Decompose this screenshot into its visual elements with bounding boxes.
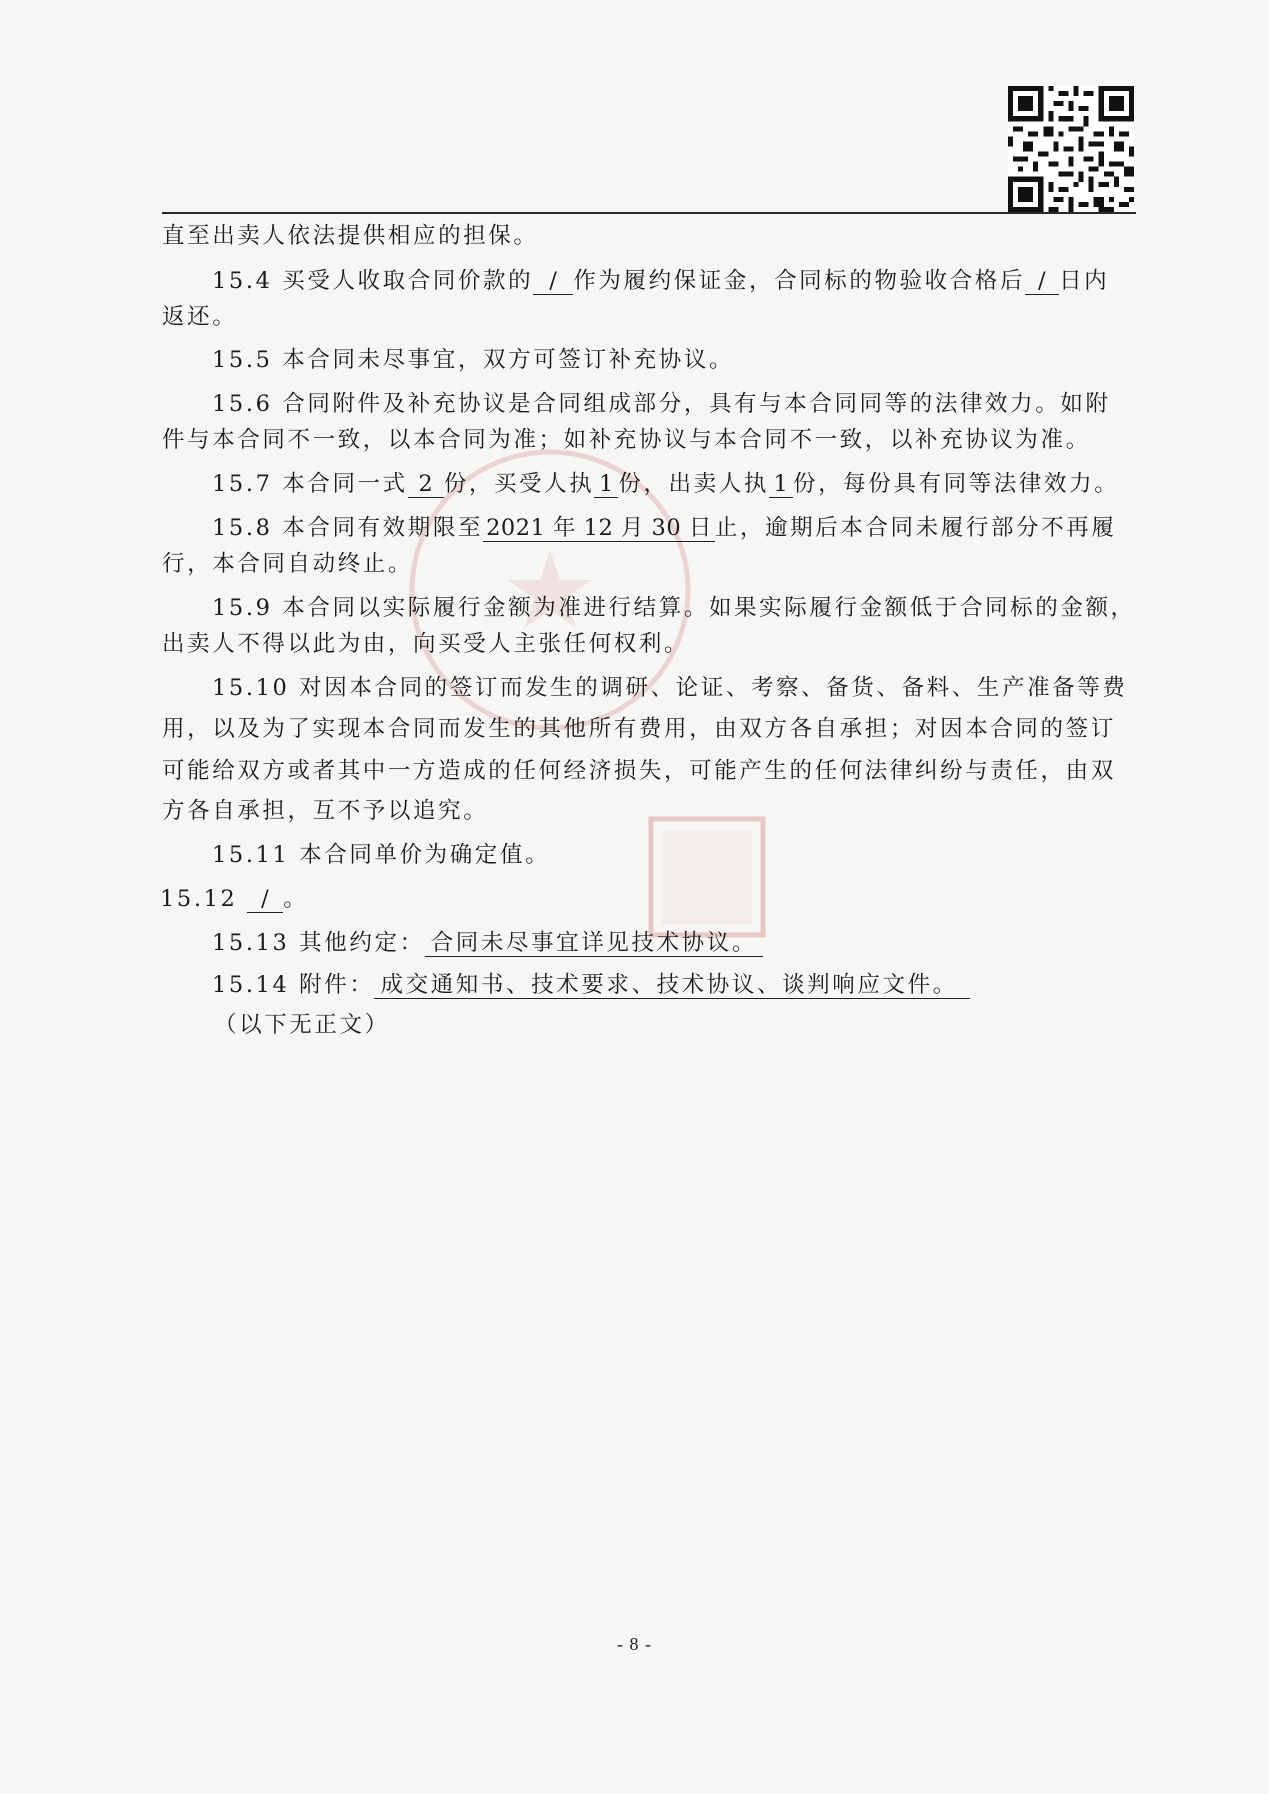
buyer-copies-field: 1 (594, 471, 618, 498)
attachments-field: 成交通知书、技术要求、技术协议、谈判响应文件。 (374, 972, 969, 999)
header-rule (162, 212, 1136, 214)
clause-15-11: 15.11 本合同单价为确定值。 (212, 842, 551, 868)
clause-15-12: 15.12 / 。 (160, 886, 309, 912)
deposit-ratio-field: / (533, 268, 573, 295)
qr-code (1008, 86, 1134, 212)
clause-15-9: 15.9 本合同以实际履行金额为准进行结算。如果实际履行金额低于合同标的金额， (212, 595, 1136, 621)
clause-15-12-field: / (247, 886, 283, 913)
clause-15-6: 15.6 合同附件及补充协议是合同组成部分，具有与本合同同等的法律效力。如附 (212, 391, 1111, 417)
clause-15-14: 15.14 附件： 成交通知书、技术要求、技术协议、谈判响应文件。 (212, 970, 1136, 1000)
clause-15-8: 15.8 本合同有效期限至 2021 年 12 月 30 日 止，逾期后本合同未履行部分不再履 (212, 515, 1117, 541)
text-line: 返还。 (162, 304, 238, 330)
clause-15-5: 15.5 本合同未尽事宜，双方可签订补充协议。 (212, 347, 735, 373)
other-agreements-field: 合同未尽事宜详见技术协议。 (425, 930, 763, 957)
text-line: 可能给双方或者其中一方造成的任何经济损失，可能产生的任何法律纠纷与责任，由双 (162, 758, 1116, 784)
text-line: 用，以及为了实现本合同而发生的其他所有费用，由双方各自承担；对因本合同的签订 (162, 716, 1116, 742)
text-line: 行，本合同自动终止。 (162, 551, 414, 577)
text-line: 件与本合同不一致，以本合同为准；如补充协议与本合同不一致，以补充协议为准。 (162, 427, 1091, 453)
clause-15-7: 15.7 本合同一式 2 份，买受人执 1 份，出卖人执 1 份，每份具有同等法律效力。 (212, 471, 1120, 497)
text-line: 方各自承担，互不予以追究。 (162, 798, 489, 824)
page-number: - 8 - (617, 1634, 652, 1654)
text-line: 直至出卖人依法提供相应的担保。 (162, 223, 539, 249)
copies-field: 2 (408, 471, 444, 498)
square-seal-stamp (648, 816, 766, 938)
seller-copies-field: 1 (769, 471, 793, 498)
clause-15-10: 15.10 对因本合同的签订而发生的调研、论证、考察、备货、备料、生产准备等费 (212, 675, 1128, 701)
text-line: 出卖人不得以此为由，向买受人主张任何权利。 (162, 631, 690, 657)
end-of-text-note: （以下无正文） (214, 1012, 390, 1038)
clause-15-13: 15.13 其他约定： 合同未尽事宜详见技术协议。 (212, 928, 1136, 958)
refund-days-field: / (1025, 268, 1059, 295)
clause-15-4: 15.4 买受人收取合同价款的 / 作为履约保证金，合同标的物验收合格后 / 日内 (212, 268, 1110, 294)
validity-date-field: 2021 年 12 月 30 日 (483, 515, 715, 542)
